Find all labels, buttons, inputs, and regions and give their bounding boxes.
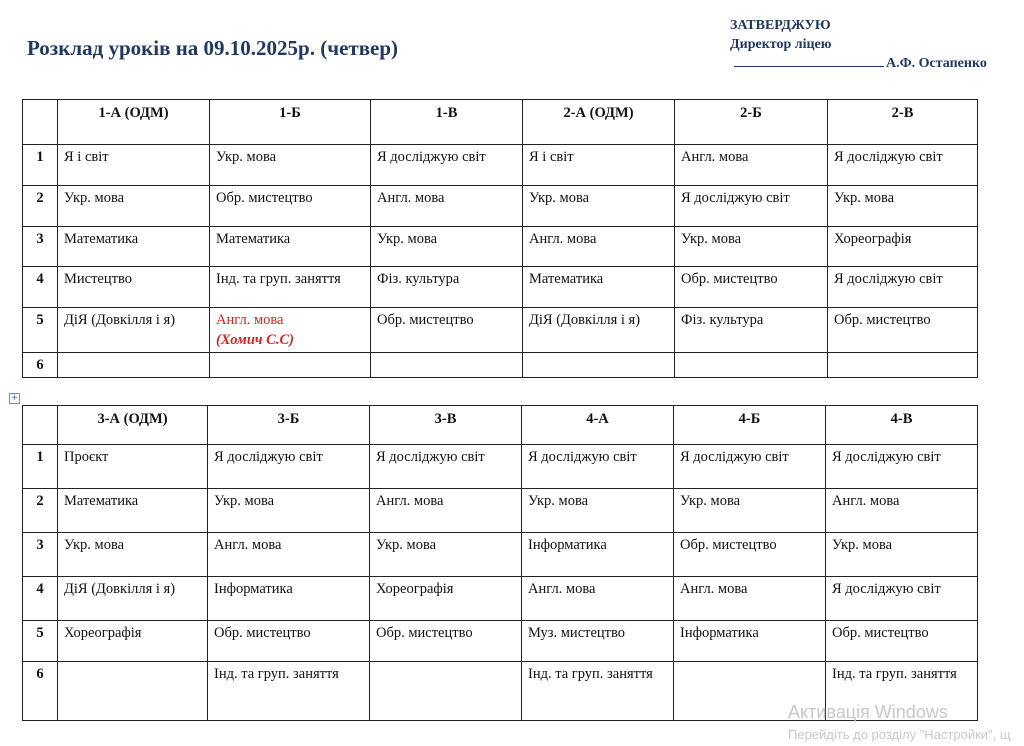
schedule-table-grades-3-4 [22, 405, 978, 721]
table-move-handle-icon[interactable]: + [10, 393, 19, 403]
lesson-cell: Мистецтво [58, 267, 210, 308]
lesson-cell: Укр. мова [522, 489, 674, 533]
lesson-number: 6 [23, 662, 58, 721]
column-header: 2-А (ОДМ) [523, 100, 675, 145]
lesson-cell: Я і світ [523, 145, 675, 186]
lesson-cell: Фіз. культура [371, 267, 523, 308]
table-row [23, 308, 978, 353]
lesson-cell [210, 353, 371, 378]
header-corner [23, 100, 58, 145]
approval-heading: ЗАТВЕРДЖУЮ [730, 18, 831, 33]
lesson-cell: Укр. мова [674, 489, 826, 533]
lesson-cell: Я і світ [58, 145, 210, 186]
lesson-cell: Англ. мова [674, 577, 826, 621]
lesson-cell [523, 353, 675, 378]
lesson-cell: Англ. мова [371, 186, 523, 227]
column-header: 4-Б [674, 406, 826, 445]
lesson-cell: Муз. мистецтво [522, 621, 674, 662]
lesson-cell: Проєкт [58, 445, 208, 489]
lesson-cell: Хореографія [58, 621, 208, 662]
lesson-cell-highlighted [210, 308, 371, 353]
lesson-cell: Укр. мова [58, 533, 208, 577]
lesson-cell: Я досліджую світ [828, 267, 978, 308]
lesson-cell: Укр. мова [210, 145, 371, 186]
lesson-cell: ДіЯ (Довкілля і я) [523, 308, 675, 353]
column-header: 1-В [371, 100, 523, 145]
table-row [23, 489, 978, 533]
lesson-cell: Укр. мова [208, 489, 370, 533]
lesson-cell: Я досліджую світ [208, 445, 370, 489]
lesson-cell: Англ. мова [675, 145, 828, 186]
teacher-name: (Хомич С.С) [216, 332, 294, 348]
lesson-cell: Англ. мова [208, 533, 370, 577]
lesson-cell [371, 353, 523, 378]
column-header: 4-А [522, 406, 674, 445]
lesson-number: 3 [23, 227, 58, 267]
column-header: 1-А (ОДМ) [58, 100, 210, 145]
lesson-cell: Інд. та груп. заняття [208, 662, 370, 721]
lesson-cell [828, 353, 978, 378]
lesson-cell [675, 353, 828, 378]
lesson-cell: Інформатика [208, 577, 370, 621]
lesson-cell: Обр. мистецтво [675, 267, 828, 308]
lesson-cell: Англ. мова [370, 489, 522, 533]
lesson-cell: Математика [523, 267, 675, 308]
lesson-cell: Я досліджую світ [370, 445, 522, 489]
lesson-number: 6 [23, 353, 58, 378]
table-row [23, 353, 978, 378]
column-header: 3-Б [208, 406, 370, 445]
lesson-cell: Я досліджую світ [826, 577, 978, 621]
watermark-subtitle: Перейдіть до розділу "Настройки", щ [788, 727, 1011, 742]
lesson-cell: ДіЯ (Довкілля і я) [58, 577, 208, 621]
table-row [23, 186, 978, 227]
windows-activation-watermark [788, 702, 1011, 742]
lesson-cell: Інд. та груп. заняття [522, 662, 674, 721]
column-header: 2-В [828, 100, 978, 145]
lesson-cell: Я досліджую світ [674, 445, 826, 489]
column-header: 3-А (ОДМ) [58, 406, 208, 445]
lesson-cell: Інд. та груп. заняття [210, 267, 371, 308]
watermark-title: Активація Windows [788, 702, 948, 722]
lesson-cell: Обр. мистецтво [674, 533, 826, 577]
lesson-number: 3 [23, 533, 58, 577]
lesson-cell: Укр. мова [675, 227, 828, 267]
lesson-cell: Укр. мова [371, 227, 523, 267]
lesson-cell [58, 353, 210, 378]
page-title: Розклад уроків на 09.10.2025р. (четвер) [27, 36, 399, 60]
column-header: 4-В [826, 406, 978, 445]
column-header: 3-В [370, 406, 522, 445]
lesson-number: 2 [23, 489, 58, 533]
lesson-cell: Математика [58, 227, 210, 267]
lesson-cell: Інформатика [522, 533, 674, 577]
table-row [23, 445, 978, 489]
column-header: 1-Б [210, 100, 371, 145]
lesson-cell: Я досліджую світ [371, 145, 523, 186]
lesson-cell: Англ. мова [523, 227, 675, 267]
lesson-cell [370, 662, 522, 721]
lesson-number: 1 [23, 445, 58, 489]
lesson-cell: Укр. мова [828, 186, 978, 227]
lesson-cell: Укр. мова [58, 186, 210, 227]
lesson-cell: Хореографія [828, 227, 978, 267]
lesson-cell: Математика [58, 489, 208, 533]
lesson-number: 4 [23, 577, 58, 621]
approval-signature [734, 54, 987, 73]
approval-position: Директор ліцею [730, 37, 832, 52]
lesson-cell: Обр. мистецтво [370, 621, 522, 662]
lesson-subject: Англ. мова [216, 312, 284, 328]
table-header-row [23, 100, 978, 145]
lesson-number: 4 [23, 267, 58, 308]
lesson-cell: Хореографія [370, 577, 522, 621]
lesson-cell: Обр. мистецтво [208, 621, 370, 662]
header-corner [23, 406, 58, 445]
lesson-cell: Укр. мова [826, 533, 978, 577]
lesson-cell [58, 662, 208, 721]
lesson-cell: Фіз. культура [675, 308, 828, 353]
lesson-cell: Обр. мистецтво [371, 308, 523, 353]
table-row [23, 227, 978, 267]
lesson-cell: Я досліджую світ [828, 145, 978, 186]
column-header: 2-Б [675, 100, 828, 145]
lesson-cell: Обр. мистецтво [826, 621, 978, 662]
lesson-cell: Обр. мистецтво [828, 308, 978, 353]
lesson-cell: ДіЯ (Довкілля і я) [58, 308, 210, 353]
approval-block [730, 16, 987, 73]
schedule-table-grades-1-2 [22, 99, 978, 378]
lesson-number: 5 [23, 308, 58, 353]
lesson-cell: Англ. мова [522, 577, 674, 621]
approval-name: А.Ф. Остапенко [886, 56, 987, 71]
table-row [23, 577, 978, 621]
lesson-cell: Інд. та груп. заняття [826, 662, 978, 721]
lesson-cell: Укр. мова [523, 186, 675, 227]
lesson-number: 1 [23, 145, 58, 186]
lesson-cell: Обр. мистецтво [210, 186, 371, 227]
lesson-cell: Математика [210, 227, 371, 267]
lesson-cell: Інформатика [674, 621, 826, 662]
table-row [23, 267, 978, 308]
lesson-cell: Англ. мова [826, 489, 978, 533]
signature-line [734, 54, 884, 67]
table-row [23, 621, 978, 662]
lesson-number: 5 [23, 621, 58, 662]
lesson-cell: Я досліджую світ [522, 445, 674, 489]
lesson-cell: Я досліджую світ [675, 186, 828, 227]
table-header-row [23, 406, 978, 445]
lesson-cell: Укр. мова [370, 533, 522, 577]
lesson-cell: Я досліджую світ [826, 445, 978, 489]
lesson-number: 2 [23, 186, 58, 227]
table-row [23, 145, 978, 186]
table-row [23, 533, 978, 577]
